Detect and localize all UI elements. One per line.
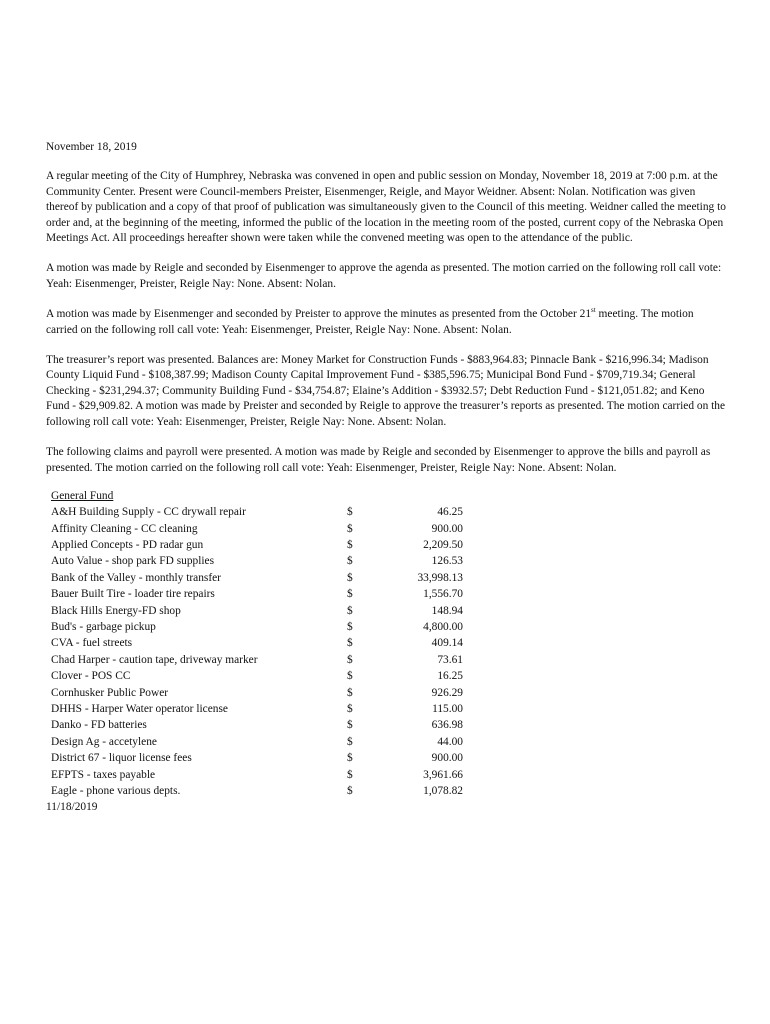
- claim-amount: 409.14: [431, 637, 463, 650]
- claim-row: [51, 538, 726, 554]
- claim-vendor: Clover - POS CC: [51, 670, 131, 683]
- claim-row: [51, 702, 726, 718]
- claim-amount: 1,556.70: [423, 588, 463, 601]
- claim-vendor: Chad Harper - caution tape, driveway marker: [51, 653, 258, 666]
- claim-currency-symbol: $: [347, 555, 353, 568]
- claim-row: [51, 784, 726, 800]
- claim-row: [51, 620, 726, 636]
- general-fund-title: General Fund: [51, 489, 114, 502]
- claim-currency-symbol: $: [347, 621, 353, 634]
- claim-amount: 926.29: [431, 686, 463, 699]
- claim-currency-symbol: $: [347, 702, 353, 715]
- claim-currency-symbol: $: [347, 686, 353, 699]
- claim-row: [51, 669, 726, 685]
- claim-row: [51, 653, 726, 669]
- claim-vendor: Black Hills Energy-FD shop: [51, 604, 181, 617]
- claim-vendor: Applied Concepts - PD radar gun: [51, 539, 204, 552]
- claim-row: [51, 587, 726, 603]
- general-fund-section: [51, 489, 726, 800]
- claim-amount: 73.61: [437, 653, 463, 666]
- claim-currency-symbol: $: [347, 752, 353, 765]
- treasurer-report-paragraph: The treasurer’s report was presented. Balances are: Money Market for Construction Funds - $883,964.83; Pinnacle Bank - $216,996.34; Madison County Liquid Fund - $108,387.99; Madison County Capital Improvement Fund - $385,596.75; Municipal Bond Fund - $709,719.34; General Checking - $231,294.37; Community Building Fund - $34,754.87; Elaine’s Addition - $3932.57; Debt Reduction Fund - $121,051.82; and Keno Fund - $29,909.82. A motion was made by Preister and seconded by Reigle to approve the treasurer’s reports as presented. The motion carried on the following roll call vote: Yeah: Eisenmenger, Preister, Reigle Nay: None. Absent: Nolan.: [46, 354, 726, 428]
- claim-vendor: CVA - fuel streets: [51, 637, 133, 650]
- minutes-motion-paragraph: [46, 307, 726, 338]
- claim-currency-symbol: $: [347, 604, 353, 617]
- claim-row: [51, 751, 726, 767]
- claim-amount: 636.98: [431, 719, 463, 732]
- claim-amount: 46.25: [437, 506, 463, 519]
- claim-amount: 1,078.82: [423, 784, 463, 797]
- claim-currency-symbol: $: [347, 670, 353, 683]
- agenda-motion-paragraph: A motion was made by Reigle and seconded by Eisenmenger to approve the agenda as presented. The motion carried on the following roll call vote: Yeah: Eisenmenger, Preister, Reigle Nay: None. Absent: Nolan.: [46, 262, 722, 290]
- claim-currency-symbol: $: [347, 506, 353, 519]
- claims-list: [51, 505, 726, 800]
- minutes-text-end: meeting. The motion carried on the following roll call vote: Yeah: Eisenmenger, Preister, Reigle Nay: None. Absent: Nolan.: [46, 308, 694, 336]
- claim-currency-symbol: $: [347, 571, 353, 584]
- claim-amount: 16.25: [437, 670, 463, 683]
- claims-intro-paragraph: The following claims and payroll were presented. A motion was made by Reigle and seconded by Eisenmenger to approve the bills and payroll as presented. The motion carried on the following roll call vote: Yeah: Eisenmenger, Preister, Reigle Nay: None. Absent: Nolan.: [46, 446, 711, 474]
- claim-currency-symbol: $: [347, 719, 353, 732]
- claim-amount: 4,800.00: [423, 621, 463, 634]
- claim-currency-symbol: $: [347, 735, 353, 748]
- claim-currency-symbol: $: [347, 539, 353, 552]
- claim-currency-symbol: $: [347, 522, 353, 535]
- claim-currency-symbol: $: [347, 653, 353, 666]
- claim-amount: 33,998.13: [417, 571, 463, 584]
- claim-amount: 900.00: [431, 752, 463, 765]
- meeting-date: November 18, 2019: [46, 141, 137, 153]
- claim-vendor: Affinity Cleaning - CC cleaning: [51, 522, 198, 535]
- claim-vendor: DHHS - Harper Water operator license: [51, 702, 228, 715]
- claim-vendor: Bank of the Valley - monthly transfer: [51, 571, 221, 584]
- claim-amount: 148.94: [431, 604, 463, 617]
- document-page: [46, 140, 726, 816]
- claim-vendor: Bud's - garbage pickup: [51, 621, 156, 634]
- claim-vendor: Bauer Built Tire - loader tire repairs: [51, 588, 215, 601]
- claim-row: [51, 604, 726, 620]
- claim-row: [51, 768, 726, 784]
- claim-row: [51, 505, 726, 521]
- claim-currency-symbol: $: [347, 637, 353, 650]
- intro-paragraph: A regular meeting of the City of Humphrey, Nebraska was convened in open and public session on Monday, November 18, 2019 at 7:00 p.m. at the Community Center. Present were Council-members Preister, Eisenmenger, Reigle, and Mayor Weidner. Absent: Nolan. Notification was given thereof by publication and a copy of that proof of publication was simultaneously given to the Council of this meeting. Weidner called the meeting to order and, at the beginning of the meeting, informed the public of the location in the meeting room of the posted, current copy of the Nebraska Open Meetings Act. All proceedings hereafter shown were taken while the convened meeting was open to the attendance of the public.: [46, 170, 726, 245]
- claim-row: [51, 735, 726, 751]
- claim-currency-symbol: $: [347, 768, 353, 781]
- claim-vendor: Danko - FD batteries: [51, 719, 147, 732]
- claim-vendor: Cornhusker Public Power: [51, 686, 169, 699]
- ordinal-suffix: st: [591, 306, 596, 315]
- claim-vendor: District 67 - liquor license fees: [51, 752, 192, 765]
- claim-amount: 126.53: [431, 555, 463, 568]
- claim-row: [51, 522, 726, 538]
- claim-vendor: A&H Building Supply - CC drywall repair: [51, 506, 246, 519]
- claim-row: [51, 686, 726, 702]
- claim-amount: 3,961.66: [423, 768, 463, 781]
- claim-vendor: Eagle - phone various depts.: [51, 784, 181, 797]
- claim-row: [51, 718, 726, 734]
- claim-amount: 900.00: [431, 522, 463, 535]
- claim-row: [51, 571, 726, 587]
- claim-amount: 44.00: [437, 735, 463, 748]
- claim-vendor: Design Ag - accetylene: [51, 735, 157, 748]
- minutes-text-start: A motion was made by Eisenmenger and seconded by Preister to approve the minutes as presented from the October 21: [46, 308, 592, 321]
- claim-currency-symbol: $: [347, 784, 353, 797]
- claim-row: [51, 554, 726, 570]
- claim-amount: 115.00: [432, 702, 463, 715]
- claim-vendor: Auto Value - shop park FD supplies: [51, 555, 215, 568]
- claim-row: [51, 636, 726, 652]
- claim-amount: 2,209.50: [423, 539, 463, 552]
- claim-currency-symbol: $: [347, 588, 353, 601]
- claim-vendor: EFPTS - taxes payable: [51, 768, 156, 781]
- footer-date: 11/18/2019: [46, 801, 98, 814]
